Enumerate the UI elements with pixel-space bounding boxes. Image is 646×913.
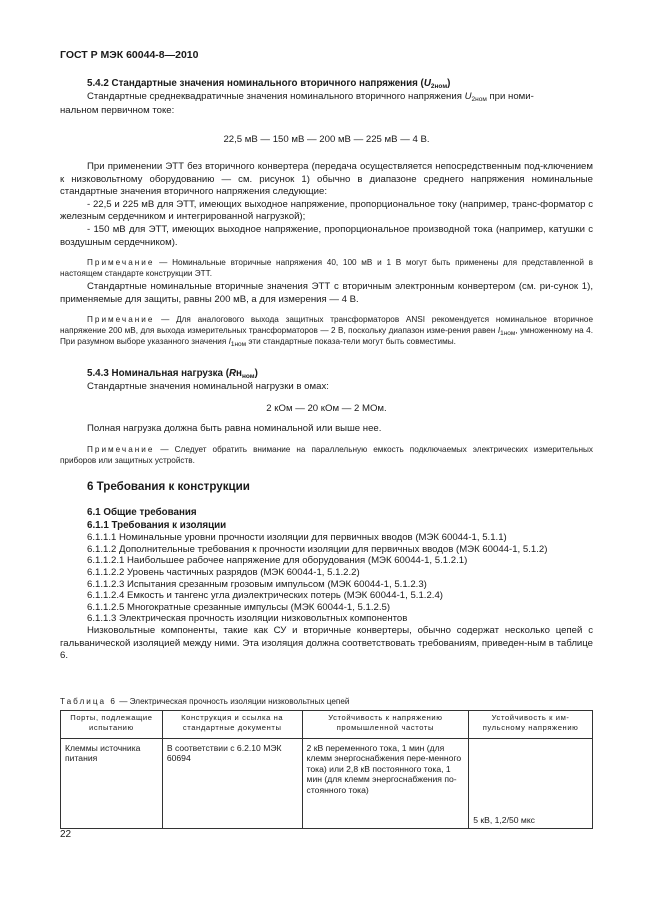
table-cell: 2 кВ переменного тока, 1 мин (для клемм энергоснабжения пере-менного тока) или 2,8 кВ постоянного тока, 1 мин (для клемм энергоснабжения по-стоянного тока) bbox=[302, 739, 469, 829]
list-item: 6.1.1.2.5 Многократные срезанные импульсы (МЭК 60044-1, 5.1.2.5) bbox=[87, 601, 391, 613]
heading-6-1: 6.1 Общие требования bbox=[87, 507, 197, 518]
para-burden-values-intro: Стандартные значения номинальной нагрузки в омах: bbox=[87, 380, 329, 392]
list-item: 6.1.1.2.2 Уровень частичных разрядов (МЭК 60044-1, 5.1.2.2) bbox=[87, 566, 360, 578]
column-header: Конструкция и ссылка на стандартные документы bbox=[162, 711, 302, 739]
bullet-150: - 150 мВ для ЭТТ, имеющих выходное напряжение, пропорциональное производной тока (например, катушки с воздушным сердечником). bbox=[60, 223, 593, 248]
table-cell: Клеммы источника питания bbox=[61, 739, 163, 829]
doc-header: ГОСТ Р МЭК 60044-8—2010 bbox=[60, 49, 199, 61]
para-full-burden: Полная нагрузка должна быть равна номинальной или выше нее. bbox=[87, 423, 382, 434]
column-header: Устойчивость к им-пульсному напряжению bbox=[469, 711, 593, 739]
column-header: Устойчивость к напряжению промышленной частоты bbox=[302, 711, 469, 739]
list-item: 6.1.1.2.4 Емкость и тангенс угла диэлектрических потерь (МЭК 60044-1, 5.1.2.4) bbox=[87, 590, 443, 602]
heading-5-4-2: 5.4.2 Стандартные значения номинального вторичного напряжения $(U_{2ном})$ bbox=[87, 78, 451, 90]
section-5-4-2 bbox=[87, 78, 593, 103]
para-voltage-intro-cont: нальном первичном токе: bbox=[60, 105, 175, 116]
list-item: 6.1.1.3 Электрическая прочность изоляции низковольтных компонентов bbox=[87, 613, 408, 625]
note-1: Примечание — Номинальные вторичные напряжения 40, 100 мВ и 1 В могут быть применены для представленной в настоящем стандарте конструкции ЭТТ. bbox=[60, 258, 593, 279]
table-cell: В соответствии с 6.2.10 МЭК 60694 bbox=[162, 739, 302, 829]
para-low-voltage-components: Низковольтные компоненты, такие как СУ и вторичные конвертеры, обычно содержат несколько цепей с гальванической изоляцией между ними. Эта изоляция должна соответствовать требованиям, приведен-ным в таблице 6. bbox=[60, 624, 593, 662]
insulation-items-list bbox=[60, 532, 593, 625]
section-5-4-3 bbox=[60, 368, 593, 393]
para-ett-no-converter: При применении ЭТТ без вторичного конвертера (передача осуществляется непосредственным под-ключением к низковольтному оборудованию — см. рисунок 1) обычно в диапазоне среднего напряжения номинальные стандартные значения вторичного напряжения следующие: - 22,5 и 225 мВ для ЭТТ, имеющих выходное напряжение, пропорциональное току (например, транс-форматор с железным сердечником и интегрированной нагрузкой); - 150 мВ для ЭТТ, имеющих выходное напряжение, пропорциональное производной тока (например, катушки с воздушным сердечником). bbox=[60, 161, 593, 248]
table-6 bbox=[60, 710, 593, 829]
burden-values: 2 кОм — 20 кОм — 2 МОм. bbox=[266, 403, 387, 414]
column-header: Порты, подлежащие испытанию bbox=[61, 711, 163, 739]
list-item: 6.1.1.2 Дополнительные требования к прочности изоляции для первичных вводов (МЭК 60044-1, 5.1.2) bbox=[87, 543, 548, 555]
section-6-heading: 6 Требования к конструкции bbox=[87, 480, 250, 493]
para-ett-converter: Стандартные номинальные вторичные значения ЭТТ с вторичным электронным конвертером (см. ри-сунок 1), применяемые для защиты, равны 200 мВ, а для измерения — 4 В. bbox=[60, 281, 593, 305]
voltage-values: 22,5 мВ — 150 мВ — 200 мВ — 225 мВ — 4 В. bbox=[223, 134, 430, 145]
list-item: 6.1.1.1 Номинальные уровни прочности изоляции для первичных вводов (МЭК 60044-1, 5.1.1) bbox=[87, 532, 507, 544]
heading-6-1-1: 6.1.1 Требования к изоляции bbox=[87, 519, 227, 531]
heading-5-4-3: 5.4.3 Номинальная нагрузка $(Rн_{ном})$ bbox=[87, 368, 258, 380]
note-3: Примечание — Следует обратить внимание на параллельную емкость подключаемых электрических измерительных приборов или защитных устройств. bbox=[60, 445, 593, 466]
table-6-caption: Таблица 6 — Электрическая прочность изоляции низковольтных цепей bbox=[60, 697, 350, 706]
page-number: 22 bbox=[60, 829, 72, 840]
section-6-1 bbox=[60, 507, 593, 663]
table-cell: 5 кВ, 1,2/50 мкс bbox=[469, 739, 593, 829]
table-header-row bbox=[61, 711, 593, 739]
note-2: Примечание — Для аналогового выхода защитных трансформаторов ANSI рекомендуется номинальное вторичное напряжение 200 мВ, для выхода измерительных трансформаторов — 2 В, поскольку диапазон изме-рения равен $I_{1ном}$, умноженному на 4. При разумном выборе указанного значения $I_{1ном}$ эти стандартные показа-тели могут быть совместимы. bbox=[60, 315, 593, 349]
para-voltage-intro: Стандартные среднеквадратичные значения номинального вторичного напряжения $U_{2ном}$ при номи- bbox=[87, 90, 534, 103]
list-item: 6.1.1.2.3 Испытания срезанным грозовым импульсом (МЭК 60044-1, 5.1.2.3) bbox=[87, 578, 427, 590]
bullet-22-225: - 22,5 и 225 мВ для ЭТТ, имеющих выходное напряжение, пропорциональное току (например, транс-форматор с железным сердечником и интегрированной нагрузкой); bbox=[60, 198, 593, 223]
list-item: 6.1.1.2.1 Наибольшее рабочее напряжение для оборудования (МЭК 60044-1, 5.1.2.1) bbox=[87, 555, 468, 567]
table-row bbox=[61, 739, 593, 829]
